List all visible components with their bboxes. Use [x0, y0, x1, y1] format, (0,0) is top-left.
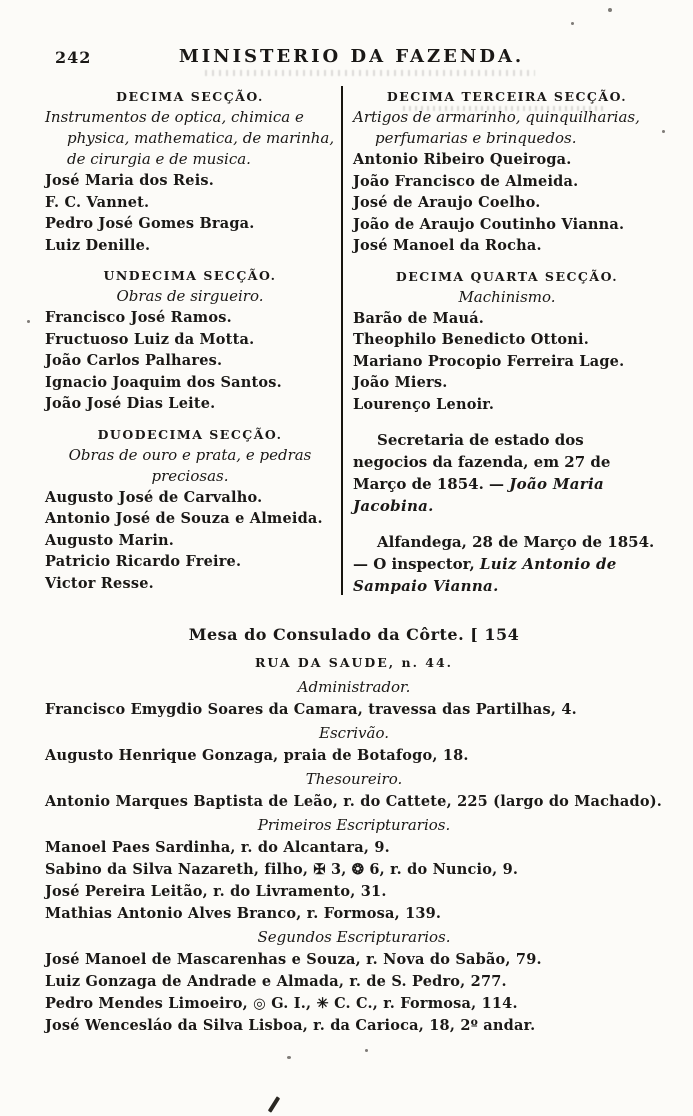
- person-entry: Pedro Mendes Limoeiro, ◎ G. I., ✳ C. C., r. Formosa, 114.: [45, 995, 518, 1012]
- right-column: [343, 84, 661, 601]
- name-entry: Lourenço Lenoir.: [353, 395, 495, 413]
- name-entry: Augusto José de Carvalho.: [45, 488, 263, 506]
- name-entry: Ignacio Joaquim dos Santos.: [45, 373, 282, 391]
- person-entry: Antonio Marques Baptista de Leão, r. do Cattete, 225 (largo do Machado).: [45, 793, 663, 810]
- alfandega-closing-note: [353, 531, 661, 597]
- name-entry: João Miers.: [353, 374, 448, 391]
- closing-signature: Luiz Antonio de Sampaio Vianna.: [353, 555, 617, 595]
- name-entry: Theophilo Benedicto Ottoni.: [353, 331, 589, 348]
- person-entry: Sabino da Silva Nazareth, filho, ✠ 3, ❂ 6, r. do Nuncio, 9.: [45, 861, 519, 878]
- name-entry: João Carlos Palhares.: [45, 352, 223, 369]
- secretaria-closing-note: [353, 429, 661, 517]
- left-column: [45, 84, 341, 601]
- person-entry: José Pereira Leitão, r. do Livramento, 31.: [45, 883, 387, 900]
- ink-slash-artifact: [268, 1096, 280, 1113]
- ink-speck: [365, 1049, 368, 1052]
- name-entry: João José Dias Leite.: [45, 395, 216, 412]
- name-entry: José Manoel da Rocha.: [353, 237, 542, 254]
- closing-text: Secretaria de estado dos negocios da fazenda, em 27 de Março de 1854. —: [353, 431, 611, 493]
- name-entry: Antonio José de Souza e Almeida.: [45, 510, 323, 527]
- name-entry: Antonio Ribeiro Queiroga.: [353, 151, 572, 168]
- name-entry: Luiz Denille.: [45, 236, 151, 254]
- section-description: Obras de ouro e prata, e pedras preciosas.: [68, 445, 312, 485]
- section-decima-quarta: [353, 264, 661, 416]
- role-heading: Primeiros Escripturarios.: [257, 816, 451, 834]
- section-description: Machinismo.: [458, 287, 556, 306]
- consulado-address: RUA DA SAUDE, n. 44.: [254, 655, 454, 670]
- ink-smudge: [403, 106, 603, 111]
- closing-signature: João Maria Jacobina.: [353, 475, 604, 515]
- name-entry: F. C. Vannet.: [45, 193, 150, 211]
- person-entry: Luiz Gonzaga de Andrade e Almada, r. de S. Pedro, 277.: [45, 973, 507, 990]
- person-entry: José Manoel de Mascarenhas e Souza, r. Nova do Sabão, 79.: [45, 951, 542, 968]
- person-entry: Manoel Paes Sardinha, r. do Alcantara, 9.: [45, 839, 390, 856]
- person-entry: José Wencesláo da Silva Lisboa, r. da Carioca, 18, 2º andar.: [45, 1017, 536, 1034]
- name-entry: João de Araujo Coutinho Vianna.: [353, 215, 625, 233]
- name-entry: Augusto Marin.: [45, 531, 175, 549]
- ink-speck: [287, 1056, 291, 1059]
- ink-speck: [608, 8, 612, 12]
- consulado-title: Mesa do Consulado da Côrte. [ 154: [188, 625, 520, 644]
- section-undecima: [45, 263, 335, 415]
- section-description: Instrumentos de optica, chimica e physica, mathematica, de marinha, de cirurgia e de musica.: [45, 108, 335, 168]
- consulado-section: [45, 623, 663, 1037]
- page-header: [0, 46, 693, 72]
- ink-speck: [27, 320, 30, 323]
- section-duodecima: [45, 422, 335, 595]
- name-entry: Barão de Mauá.: [353, 309, 485, 327]
- person-entry: Mathias Antonio Alves Branco, r. Formosa, 139.: [45, 905, 442, 922]
- name-entry: João Francisco de Almeida.: [353, 172, 579, 190]
- closing-text: Alfandega, 28 de Março de 1854. — O inspector,: [353, 533, 655, 573]
- section-heading: DECIMA SECÇÃO.: [116, 89, 264, 104]
- name-entry: José de Araujo Coelho.: [353, 194, 541, 211]
- name-entry: Victor Resse.: [45, 574, 154, 592]
- ink-speck: [571, 22, 574, 25]
- name-entry: Mariano Procopio Ferreira Lage.: [353, 352, 625, 370]
- section-description: Artigos de armarinho, quinquilharias, perfumarias e brinquedos.: [353, 108, 640, 147]
- role-heading: Escrivão.: [319, 724, 389, 742]
- person-entry: Francisco Emygdio Soares da Camara, travessa das Partilhas, 4.: [45, 701, 577, 718]
- section-decima: [45, 84, 335, 256]
- page-title: MINISTERIO DA FAZENDA.: [178, 46, 525, 67]
- section-heading: UNDECIMA SECÇÃO.: [103, 268, 277, 283]
- section-heading: DECIMA TERCEIRA SECÇÃO.: [386, 89, 628, 104]
- two-column-layout: [45, 84, 665, 601]
- role-heading: Administrador.: [297, 678, 411, 696]
- section-heading: DUODECIMA SECÇÃO.: [97, 426, 283, 442]
- name-entry: José Maria dos Reis.: [45, 172, 215, 189]
- name-entry: Francisco José Ramos.: [45, 309, 232, 326]
- role-heading: Segundos Escripturarios.: [257, 928, 451, 946]
- person-entry: Augusto Henrique Gonzaga, praia de Botafogo, 18.: [45, 747, 469, 764]
- ink-smudge: [205, 70, 535, 76]
- name-entry: Fructuoso Luiz da Motta.: [45, 330, 255, 348]
- section-description: Obras de sirgueiro.: [116, 287, 264, 305]
- role-heading: Thesoureiro.: [305, 770, 403, 788]
- ink-speck: [662, 130, 665, 133]
- name-entry: Patricio Ricardo Freire.: [45, 553, 242, 570]
- name-entry: Pedro José Gomes Braga.: [45, 215, 255, 232]
- section-heading: DECIMA QUARTA SECÇÃO.: [395, 268, 619, 284]
- page-number: 242: [55, 48, 92, 67]
